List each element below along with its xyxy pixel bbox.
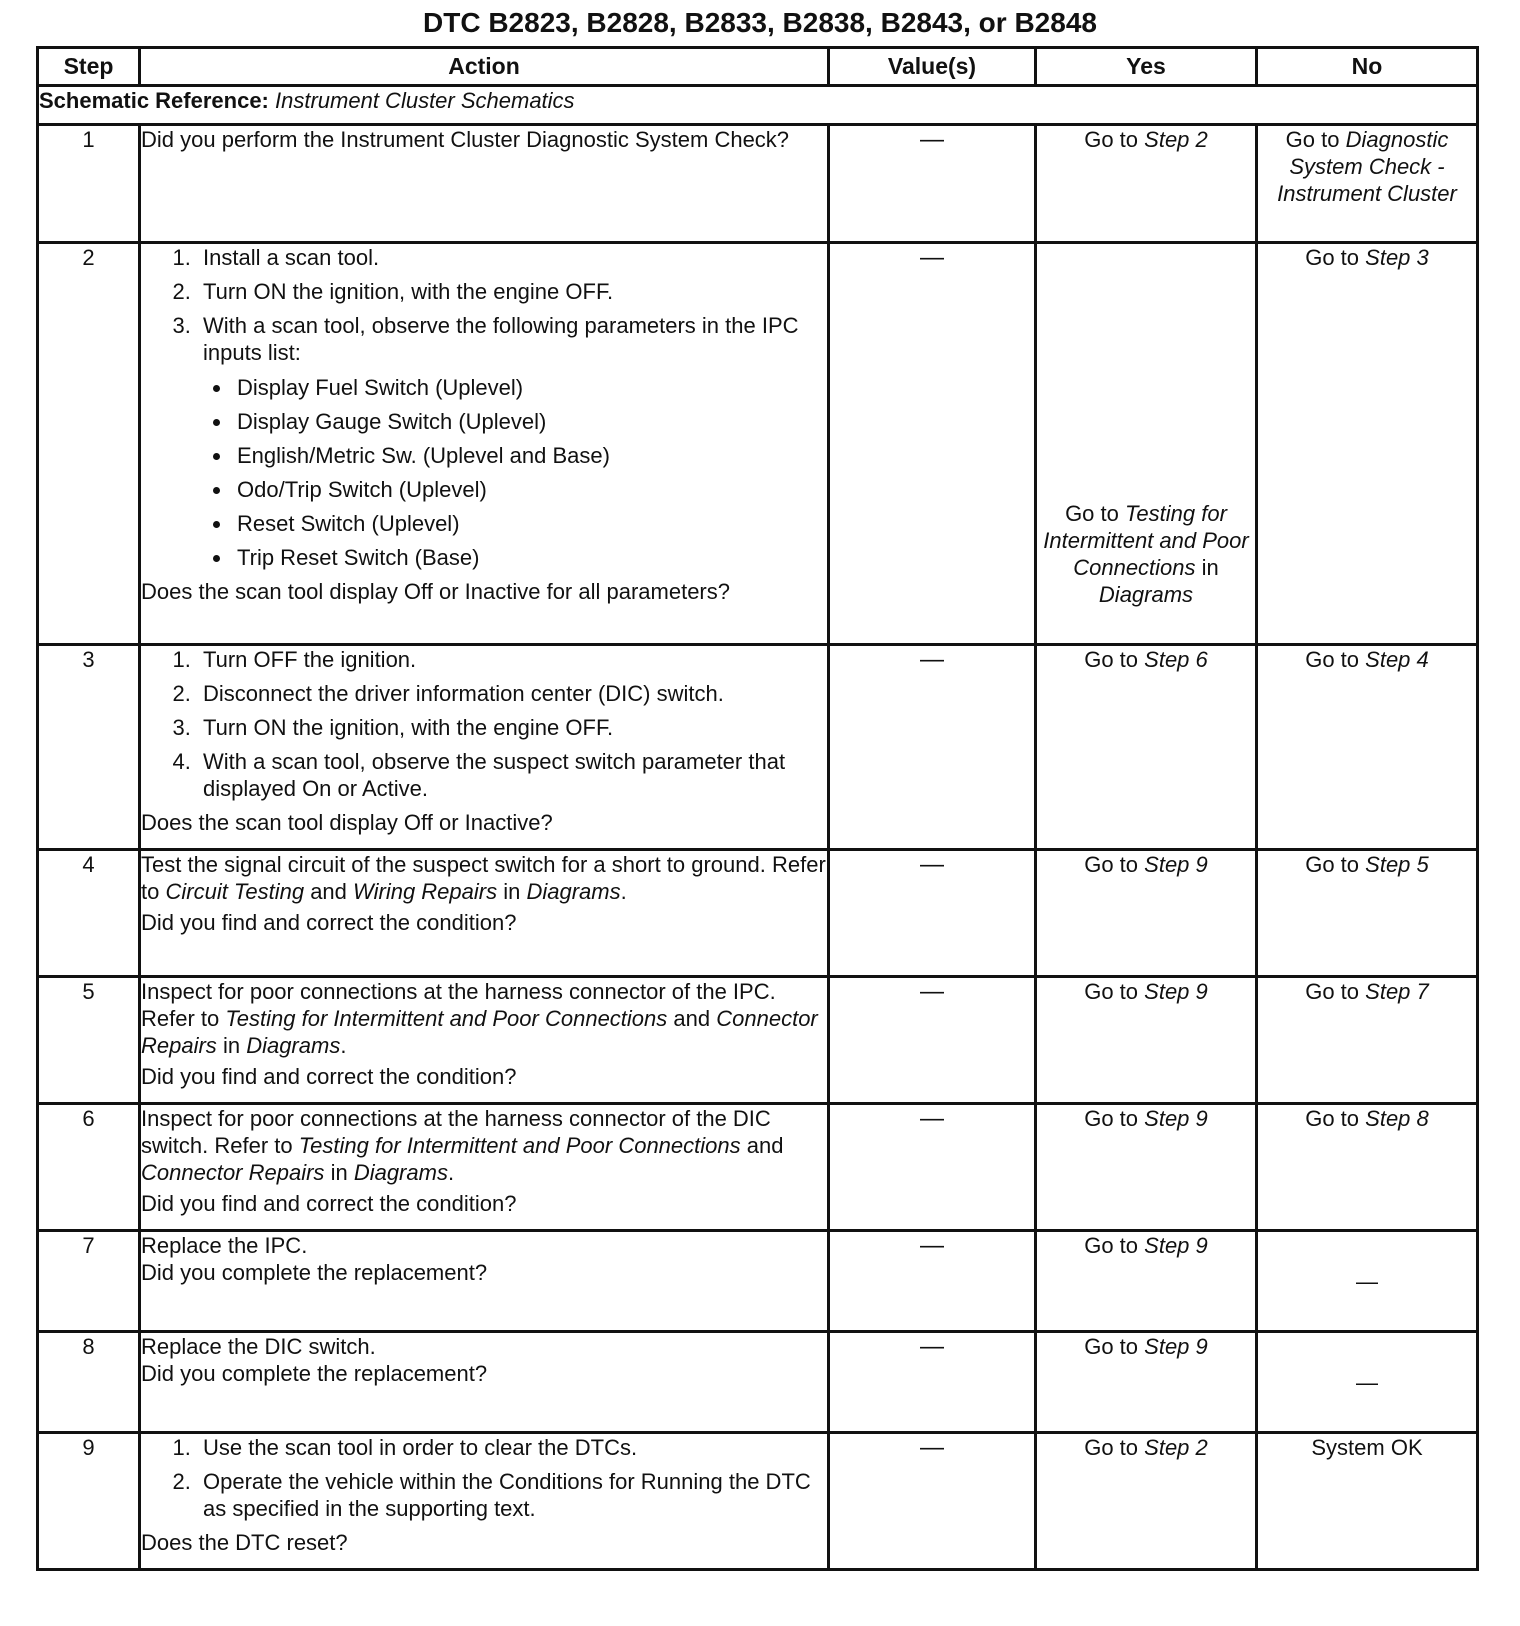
action-step: 3. Turn ON the ignition, with the engine OFF. bbox=[197, 714, 827, 741]
value-cell: — bbox=[829, 1332, 1036, 1433]
diagnostic-table bbox=[36, 46, 1479, 1571]
goto-text: Go to bbox=[1305, 647, 1360, 672]
yes-link[interactable]: Step 2 bbox=[1144, 1435, 1208, 1460]
goto-text: Go to bbox=[1084, 127, 1139, 152]
action-cell bbox=[140, 645, 829, 850]
step-question: Did you perform the Instrument Cluster Diagnostic System Check? bbox=[141, 127, 790, 152]
step-number: 6 bbox=[38, 1104, 140, 1231]
action-step: 4. With a scan tool, observe the suspect switch parameter that displayed On or Active. bbox=[197, 748, 827, 802]
column-header-no: No bbox=[1257, 48, 1478, 86]
action-content bbox=[141, 1232, 827, 1286]
goto-text: Go to bbox=[1084, 1106, 1139, 1131]
yes-link[interactable]: Step 9 bbox=[1144, 1233, 1208, 1258]
yes-cell bbox=[1036, 1104, 1257, 1231]
value-cell: — bbox=[829, 125, 1036, 243]
table-row bbox=[38, 125, 1478, 243]
step-question: Does the DTC reset? bbox=[141, 1530, 348, 1555]
parameter-list bbox=[203, 374, 827, 571]
reference-link[interactable]: Connector Repairs bbox=[141, 1160, 325, 1185]
value-cell: — bbox=[829, 1433, 1036, 1570]
value-cell: — bbox=[829, 645, 1036, 850]
and-text: and bbox=[746, 1133, 784, 1158]
no-cell bbox=[1257, 243, 1478, 645]
yes-link[interactable]: Step 6 bbox=[1144, 647, 1208, 672]
yes-cell bbox=[1036, 1332, 1257, 1433]
goto-text: Go to bbox=[1084, 852, 1139, 877]
reference-link-diagrams[interactable]: Diagrams bbox=[526, 879, 621, 904]
action-step bbox=[197, 312, 827, 571]
column-header-action: Action bbox=[140, 48, 829, 86]
instruction-text: Inspect for poor connections at the harness connector of the IPC. Refer to bbox=[141, 979, 776, 1031]
instruction-text: Test the signal circuit of the suspect switch for a short to ground. Refer to bbox=[141, 852, 826, 904]
parameter-item: • English/Metric Sw. (Uplevel and Base) bbox=[233, 442, 827, 469]
step-question: Did you find and correct the condition? bbox=[141, 1191, 517, 1216]
step-question: Did you find and correct the condition? bbox=[141, 910, 517, 935]
goto-text: Go to bbox=[1084, 1233, 1139, 1258]
table-row bbox=[38, 1332, 1478, 1433]
instruction-text: Inspect for poor connections at the harness connector of the DIC switch. Refer to bbox=[141, 1106, 771, 1158]
no-cell: System OK bbox=[1257, 1433, 1478, 1570]
value-cell: — bbox=[829, 243, 1036, 645]
step-question: Did you complete the replacement? bbox=[141, 1361, 488, 1386]
step-instruction: Inspect for poor connections at the harness connector of the DIC switch. Refer to Testing for Intermittent and Poor Connections and Connector Repairs in Diagrams. bbox=[141, 1106, 784, 1185]
table-row bbox=[38, 1231, 1478, 1332]
action-cell bbox=[140, 1332, 829, 1433]
action-cell bbox=[140, 243, 829, 645]
yes-link[interactable]: Step 9 bbox=[1144, 852, 1208, 877]
schematic-reference-link[interactable]: Instrument Cluster Schematics bbox=[275, 88, 575, 113]
action-cell bbox=[140, 1104, 829, 1231]
step-number: 8 bbox=[38, 1332, 140, 1433]
schematic-reference-label: Schematic Reference: bbox=[39, 88, 269, 113]
value-cell: — bbox=[829, 1231, 1036, 1332]
and-text: and bbox=[673, 1006, 711, 1031]
action-cell bbox=[140, 1433, 829, 1570]
action-step: 2. Turn ON the ignition, with the engine OFF. bbox=[197, 278, 827, 305]
reference-link[interactable]: Wiring Repairs bbox=[353, 879, 498, 904]
goto-text: Go to bbox=[1305, 245, 1360, 270]
no-cell: — bbox=[1257, 1231, 1478, 1332]
action-steps-list bbox=[141, 244, 827, 571]
goto-text: Go to bbox=[1305, 852, 1360, 877]
yes-cell bbox=[1036, 243, 1257, 645]
goto-text: Go to bbox=[1084, 979, 1139, 1004]
step-number: 4 bbox=[38, 850, 140, 977]
reference-link-diagrams[interactable]: Diagrams bbox=[246, 1033, 341, 1058]
no-cell bbox=[1257, 125, 1478, 243]
step-number: 9 bbox=[38, 1433, 140, 1570]
parameter-item: • Reset Switch (Uplevel) bbox=[233, 510, 827, 537]
step-number: 1 bbox=[38, 125, 140, 243]
yes-cell bbox=[1036, 850, 1257, 977]
yes-link[interactable]: Testing for Intermittent and Poor Connections bbox=[1043, 500, 1249, 580]
reference-link[interactable]: Connector Repairs bbox=[141, 1006, 818, 1058]
step-number: 7 bbox=[38, 1231, 140, 1332]
yes-link[interactable]: Step 2 bbox=[1144, 127, 1208, 152]
step-instruction: Inspect for poor connections at the harness connector of the IPC. Refer to Testing for Intermittent and Poor Connections and Connector Repairs in Diagrams. bbox=[141, 979, 818, 1058]
action-steps-list bbox=[141, 1434, 827, 1522]
action-cell bbox=[140, 1231, 829, 1332]
no-link[interactable]: Step 3 bbox=[1365, 245, 1429, 270]
document-title: DTC B2823, B2828, B2833, B2838, B2843, or B2848 bbox=[423, 7, 1097, 38]
action-content bbox=[141, 1333, 827, 1387]
step-question: Did you complete the replacement? bbox=[141, 1260, 488, 1285]
column-header-values: Value(s) bbox=[829, 48, 1036, 86]
reference-link-diagrams[interactable]: Diagrams bbox=[353, 1160, 448, 1185]
reference-link[interactable]: Testing for Intermittent and Poor Connections bbox=[298, 1133, 741, 1158]
table-header-row bbox=[38, 48, 1478, 86]
in-text: in bbox=[503, 879, 521, 904]
yes-link[interactable]: Step 9 bbox=[1144, 1334, 1208, 1359]
reference-link[interactable]: Testing for Intermittent and Poor Connections bbox=[225, 1006, 668, 1031]
step-instruction: Test the signal circuit of the suspect switch for a short to ground. Refer to Circuit Testing and Wiring Repairs in Diagrams. bbox=[141, 852, 826, 904]
no-link[interactable]: Step 8 bbox=[1365, 1106, 1429, 1131]
yes-link[interactable]: Step 9 bbox=[1144, 979, 1208, 1004]
parameter-item: • Odo/Trip Switch (Uplevel) bbox=[233, 476, 827, 503]
action-step: 1. Use the scan tool in order to clear the DTCs. bbox=[197, 1434, 827, 1461]
yes-cell bbox=[1036, 125, 1257, 243]
value-cell: — bbox=[829, 850, 1036, 977]
value-cell: — bbox=[829, 1104, 1036, 1231]
yes-cell bbox=[1036, 977, 1257, 1104]
no-link[interactable]: Step 4 bbox=[1365, 647, 1429, 672]
schematic-reference-row bbox=[38, 86, 1478, 125]
goto-text: Go to bbox=[1084, 647, 1139, 672]
parameter-item: • Trip Reset Switch (Base) bbox=[233, 544, 827, 571]
table-row bbox=[38, 977, 1478, 1104]
in-text: in bbox=[330, 1160, 348, 1185]
reference-link[interactable]: Circuit Testing bbox=[165, 879, 305, 904]
in-text: in bbox=[1201, 554, 1219, 580]
goto-text: Go to bbox=[1065, 500, 1119, 526]
no-link[interactable]: Step 5 bbox=[1365, 852, 1429, 877]
step-number: 5 bbox=[38, 977, 140, 1104]
action-step: 2. Operate the vehicle within the Conditions for Running the DTC as specified in the supporting text. bbox=[197, 1468, 827, 1522]
schematic-reference bbox=[38, 86, 1478, 125]
yes-cell bbox=[1036, 645, 1257, 850]
goto-text: Go to bbox=[1305, 979, 1360, 1004]
no-cell bbox=[1257, 977, 1478, 1104]
step-question: Did you find and correct the condition? bbox=[141, 1064, 517, 1089]
action-cell bbox=[140, 850, 829, 977]
table-row bbox=[38, 645, 1478, 850]
parameter-item: • Display Fuel Switch (Uplevel) bbox=[233, 374, 827, 401]
yes-link[interactable]: Step 9 bbox=[1144, 1106, 1208, 1131]
no-link[interactable]: Diagnostic System Check - Instrument Cluster bbox=[1277, 127, 1457, 206]
no-cell bbox=[1257, 1104, 1478, 1231]
in-text: in bbox=[222, 1033, 241, 1058]
goto-text: Go to bbox=[1084, 1334, 1139, 1359]
action-cell bbox=[140, 125, 829, 243]
action-step: 1. Install a scan tool. bbox=[197, 244, 827, 271]
table-row bbox=[38, 850, 1478, 977]
table-row bbox=[38, 243, 1478, 645]
action-step: 1. Turn OFF the ignition. bbox=[197, 646, 827, 673]
no-link[interactable]: Step 7 bbox=[1365, 979, 1429, 1004]
action-step-text: With a scan tool, observe the following parameters in the IPC inputs list: bbox=[203, 313, 799, 365]
table-row bbox=[38, 1433, 1478, 1570]
step-instruction: Replace the DIC switch. bbox=[141, 1334, 376, 1359]
value-cell: — bbox=[829, 977, 1036, 1104]
yes-link-diagrams[interactable]: Diagrams bbox=[1098, 581, 1194, 607]
step-number: 2 bbox=[38, 243, 140, 645]
table-row bbox=[38, 1104, 1478, 1231]
no-cell: — bbox=[1257, 1332, 1478, 1433]
yes-cell bbox=[1036, 1433, 1257, 1570]
step-question: Does the scan tool display Off or Inactive? bbox=[141, 810, 553, 835]
no-cell bbox=[1257, 645, 1478, 850]
column-header-yes: Yes bbox=[1036, 48, 1257, 86]
action-cell bbox=[140, 977, 829, 1104]
step-instruction: Replace the IPC. bbox=[141, 1233, 308, 1258]
action-step: 2. Disconnect the driver information center (DIC) switch. bbox=[197, 680, 827, 707]
column-header-step: Step bbox=[38, 48, 140, 86]
step-question: Does the scan tool display Off or Inactive for all parameters? bbox=[141, 579, 730, 604]
goto-text: Go to bbox=[1285, 127, 1340, 152]
action-steps-list bbox=[141, 646, 827, 802]
step-number: 3 bbox=[38, 645, 140, 850]
parameter-item: • Display Gauge Switch (Uplevel) bbox=[233, 408, 827, 435]
yes-cell bbox=[1036, 1231, 1257, 1332]
and-text: and bbox=[310, 879, 347, 904]
goto-text: Go to bbox=[1084, 1435, 1139, 1460]
no-cell bbox=[1257, 850, 1478, 977]
goto-text: Go to bbox=[1305, 1106, 1360, 1131]
